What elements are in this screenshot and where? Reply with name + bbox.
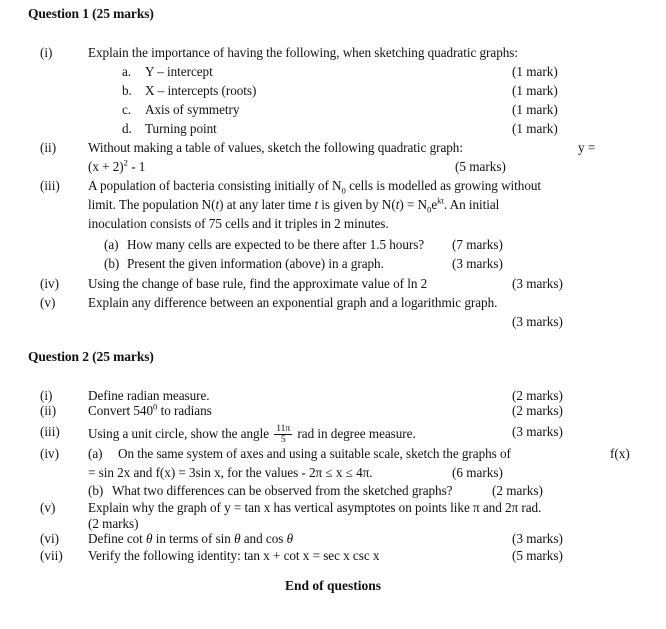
question-item-row [0,403,666,422]
question-item-row [0,314,666,333]
question-item-row [0,45,666,64]
question-item-row [0,237,666,256]
item-marks: (1 mark) [512,102,558,117]
sub-item-label: b. [122,83,132,98]
item-text: Define cot θ in terms of sin θ and cos θ [88,531,293,546]
item-numeral: (i) [40,388,53,403]
sub-item-text: On the same system of axes and using a suitable scale, sketch the graphs of [118,446,511,461]
question-item-row [0,423,666,446]
item-numeral: (i) [40,45,53,60]
item-marks: (3 marks) [512,424,563,439]
question-item-row [0,140,666,159]
item-numeral: (v) [40,295,56,310]
sub-item-label: (a) [88,446,103,461]
item-text: Verify the following identity: tan x + cot x = sec x csc x [88,548,380,563]
item-marks: (3 marks) [512,531,563,546]
item-marks: (2 marks) [512,403,563,418]
question-item-row [0,256,666,275]
item-marks: (1 mark) [512,64,558,79]
sub-item-label: c. [122,102,132,117]
item-text: Define radian measure. [88,388,210,403]
item-numeral: (vi) [40,531,60,546]
question-item-row [0,121,666,140]
item-text: Using the change of base rule, find the approximate value of ln 2 [88,276,428,291]
question-item-row [0,64,666,83]
item-text: Convert $540^0$ to radians [88,401,212,418]
question-item-row [0,178,666,197]
item-text: Explain the importance of having the following, when sketching quadratic graphs: [88,45,518,60]
item-text: limit. The population N(t) at any later time t is given by $N(t) = N_0e^{kt}$. An initial [88,195,500,215]
sub-item-text: Y – intercept [145,64,213,79]
question-item-row [0,102,666,121]
sub-item-label: (a) [104,237,119,252]
item-marks: (6 marks) [452,465,503,480]
item-marks: (3 marks) [512,314,563,329]
question-2-heading: Question 2 (25 marks) [28,349,154,364]
question-item-row [0,446,666,465]
item-text: inoculation consists of 75 cells and it triples in 2 minutes. [88,216,389,231]
sub-item-label: (b) [104,256,120,271]
item-numeral: (ii) [40,140,57,155]
item-numeral: (iv) [40,446,60,461]
end-of-questions-note: End of questions [284,578,382,593]
item-tail: y = [578,140,596,155]
question-1-heading: Question 1 (25 marks) [28,6,154,21]
item-formula: $(x + 2)^2 - 1$ [88,157,146,174]
item-text: Explain any difference between an exponential graph and a logarithmic graph. [88,295,498,310]
question-item-row [0,276,666,295]
sub-item-label: a. [122,64,132,79]
question-item-row [0,159,666,178]
question-item-row [0,216,666,235]
item-marks: (2 marks) [512,388,563,403]
item-marks-inline: (2 marks) [88,516,139,531]
item-marks: (7 marks) [452,237,503,252]
item-marks: (3 marks) [452,256,503,271]
sub-item-text: What two differences can be observed from the sketched graphs? [112,483,453,498]
item-marks: (5 marks) [455,159,506,174]
item-numeral: (iii) [40,178,60,193]
item-text: = sin 2x and f(x) = 3sin x, for the values - 2π ≤ x ≤ 4π. [88,465,373,480]
item-marks: (3 marks) [512,276,563,291]
item-numeral: (v) [40,500,56,515]
sub-item-label: (b) [88,483,104,498]
sub-item-text: Present the given information (above) in a graph. [127,256,384,271]
item-text: A population of bacteria consisting initially of $N_0$ cells is modelled as growing without [88,178,542,196]
question-item-row [0,83,666,102]
question-item-row [0,197,666,216]
question-item-row [0,465,666,484]
item-text: Using a unit circle, show the angle $\frac{11\pi}{5}$ rad in degree measure. [88,423,416,446]
question-item-row [0,548,666,567]
sub-item-label: d. [122,121,132,136]
question-item-row [0,295,666,314]
item-tail: f(x) [610,446,630,461]
sub-item-text: Axis of symmetry [145,102,240,117]
sub-item-text: X – intercepts (roots) [145,83,257,98]
item-text: Explain why the graph of y = tan x has vertical asymptotes on points like π and 2π rad. [88,500,542,515]
item-numeral: (iv) [40,276,60,291]
sub-item-text: Turning point [145,121,217,136]
sub-item-text: How many cells are expected to be there after 1.5 hours? [127,237,425,252]
item-marks: (1 mark) [512,121,558,136]
item-numeral: (vii) [40,548,63,563]
item-marks: (5 marks) [512,548,563,563]
item-text: Without making a table of values, sketch the following quadratic graph: [88,140,463,155]
item-marks: (2 marks) [492,483,543,498]
item-numeral: (ii) [40,403,57,418]
item-marks: (1 mark) [512,83,558,98]
item-numeral: (iii) [40,424,60,439]
